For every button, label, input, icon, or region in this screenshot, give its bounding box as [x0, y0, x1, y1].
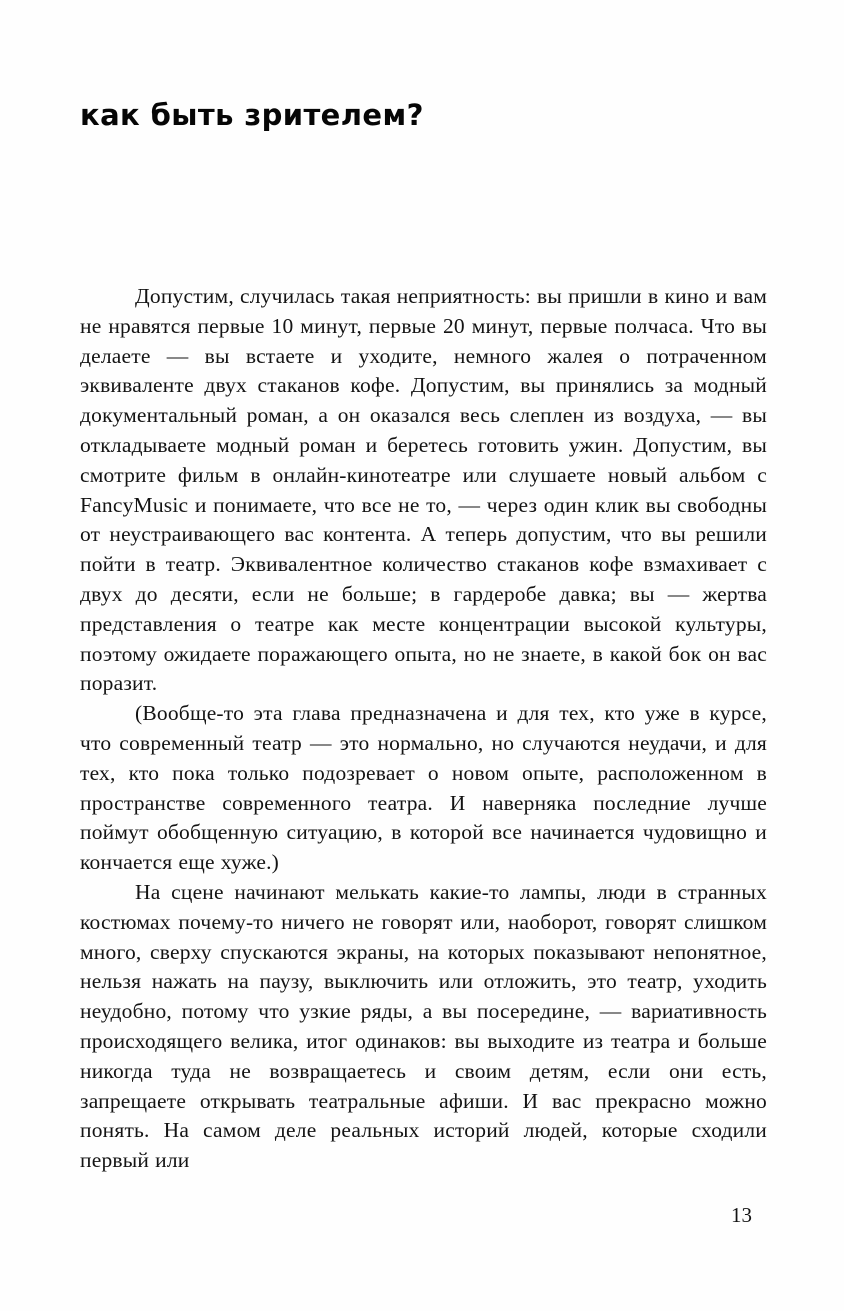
body-text	[80, 282, 767, 1176]
paragraph-3: На сцене начинают мелькать какие-то лампы, люди в странных костюмах почему-то ничего не говорят или, наоборот, говорят слишком много, сверху спускаются экраны, на которых показывают непонятное, нельзя нажать на паузу, выключить или отложить, это театр, уходить неудобно, потому что узкие ряды, а вы посередине, — вариативность происходящего велика, итог одинаков: вы выходите из театра и больше никогда туда не возвращаетесь и своим детям, если они есть, запрещаете открывать театральные афиши. И вас прекрасно можно понять. На самом деле реальных историй людей, которые сходили первый или	[80, 879, 767, 1173]
chapter-title: как быть зрителем?	[80, 98, 424, 132]
page-number: 13	[731, 1203, 752, 1227]
paragraph-2: (Вообще-то эта глава предназначена и для тех, кто уже в курсе, что современный театр — это нормально, но случаются неудачи, и для тех, кто пока только подозревает о новом опыте, расположенном в пространстве современного театра. И наверняка последние лучше поймут обобщенную ситуацию, в которой все начинается чудовищно и кончается еще хуже.)	[80, 701, 767, 875]
paragraph-1: Допустим, случилась такая неприятность: вы пришли в кино и вам не нравятся первые 10 минут, первые 20 минут, первые полчаса. Что вы делаете — вы встаете и уходите, немного жалея о потраченном эквиваленте двух стаканов кофе. Допустим, вы принялись за модный документальный роман, а он оказался весь слеплен из воздуха, — вы откладываете модный роман и беретесь готовить ужин. Допустим, вы смотрите фильм в онлайн-кинотеатре или слушаете новый альбом с FancyMusic и понимаете, что все не то, — через один клик вы свободны от неустраивающего вас контента. А теперь допустим, что вы решили пойти в театр. Эквивалентное количество стаканов кофе взмахивает с двух до десяти, если не больше; в гардеробе давка; вы — жертва представления о театре как месте концентрации высокой культуры, поэтому ожидаете поражающего опыта, но не знаете, в какой бок он вас поразит.	[80, 284, 767, 696]
